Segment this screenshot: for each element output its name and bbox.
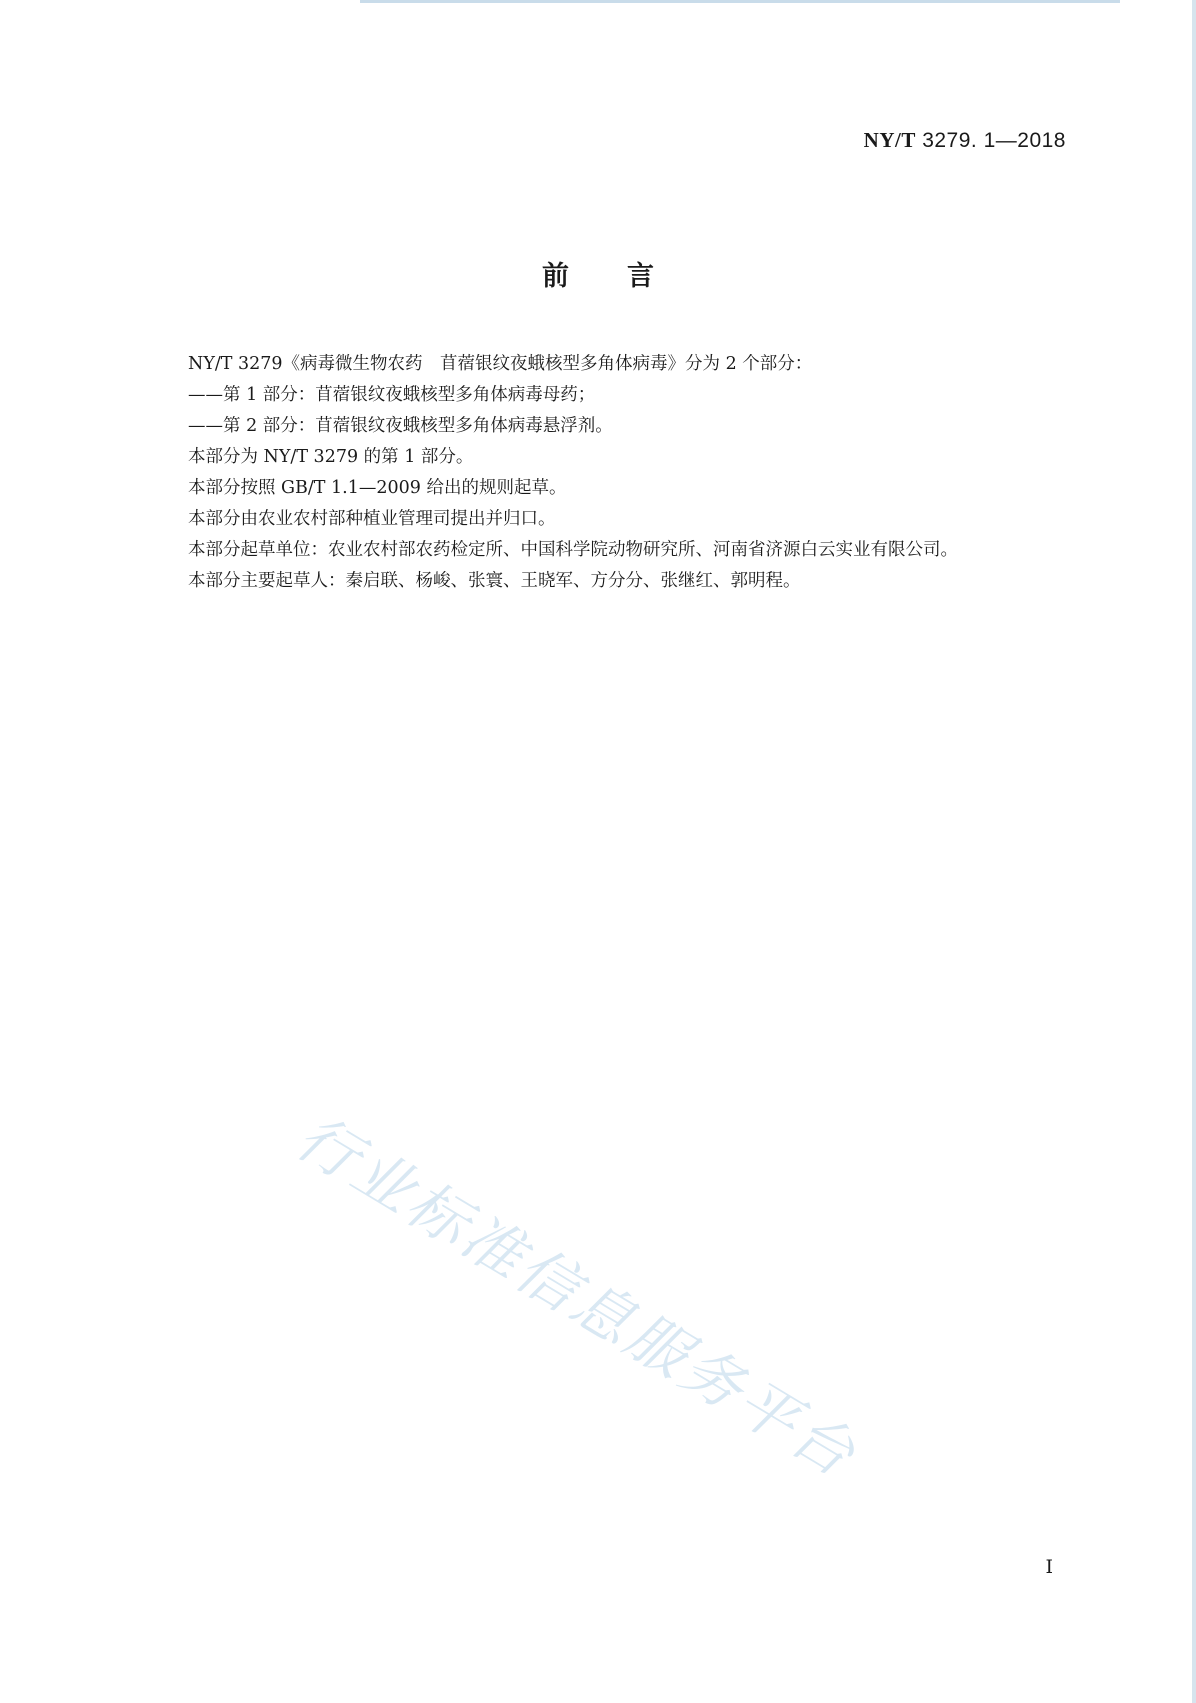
- page-number: I: [1045, 1556, 1053, 1578]
- paragraph-parts-intro: NY/T 3279《病毒微生物农药 苜蓿银纹夜蛾核型多角体病毒》分为 2 个部分：: [188, 354, 813, 374]
- paragraph-drafting-units: 本部分起草单位：农业农村部农药检定所、中国科学院动物研究所、河南省济源白云实业有限公司。: [188, 540, 958, 560]
- page-title: 前言: [542, 261, 712, 292]
- paragraph-this-part: 本部分为 NY/T 3279 的第 1 部分。: [188, 447, 474, 467]
- paragraph-drafters: 本部分主要起草人：秦启联、杨峻、张寰、王晓军、方分分、张继红、郭明程。: [188, 571, 801, 591]
- paragraph-proposer: 本部分由农业农村部种植业管理司提出并归口。: [188, 509, 556, 529]
- scan-edge-top: [360, 0, 1120, 3]
- paragraph-part-1: ——第 1 部分：苜蓿银纹夜蛾核型多角体病毒母药；: [188, 385, 596, 405]
- standard-number: 3279. 1—2018: [922, 129, 1066, 152]
- foreword-body: [188, 349, 1068, 597]
- watermark: 行业标准信息服务平台: [284, 1102, 870, 1492]
- standard-code: [864, 128, 1066, 153]
- paragraph-drafting-rules: 本部分按照 GB/T 1.1—2009 给出的规则起草。: [188, 478, 567, 498]
- standard-prefix: NY/T: [863, 128, 916, 152]
- paragraph-part-2: ——第 2 部分：苜蓿银纹夜蛾核型多角体病毒悬浮剂。: [188, 416, 613, 436]
